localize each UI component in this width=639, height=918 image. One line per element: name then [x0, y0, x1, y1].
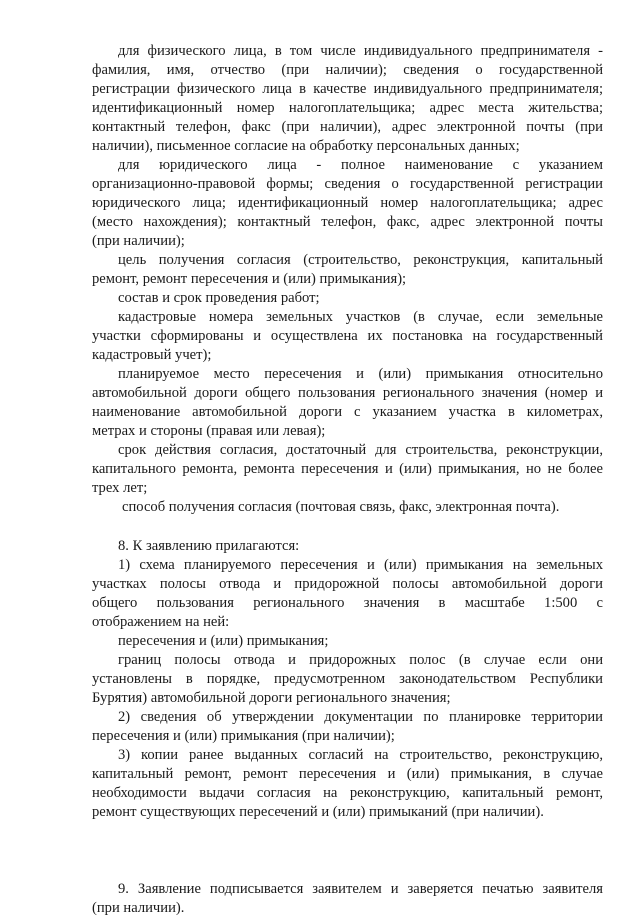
text-line: автомобильной дороги общего пользования регионального значения (номер и: [92, 385, 603, 401]
text-line: идентификационный номер налогоплательщика; адрес места жительства;: [92, 100, 603, 116]
text-line: границ полосы отвода и придорожных полос (в случае если они: [118, 652, 603, 668]
text-line: для физического лица, в том числе индивидуального предпринимателя -: [118, 43, 603, 59]
section-8-item-2: [92, 708, 603, 746]
section-9: [92, 880, 603, 918]
paragraph-legal-entity: [92, 156, 603, 251]
text-line: ремонт существующих пересечений и (или) примыканий (при наличии).: [92, 804, 544, 820]
text-line: участки сформированы и осуществлена их постановка на государственный: [92, 328, 603, 344]
text-line: планируемое место пересечения и (или) примыкания относительно: [118, 366, 603, 382]
text-line: 2) сведения об утверждении документации по планировке территории: [118, 709, 603, 725]
section-8-item-3: [92, 746, 603, 822]
section-8-item-1a: пересечения и (или) примыкания;: [118, 633, 329, 649]
text-line: 1) схема планируемого пересечения и (или) примыкания на земельных: [118, 557, 603, 573]
paragraph-cadastral: [92, 308, 603, 365]
text-line: отображением на ней:: [92, 614, 230, 630]
text-line: контактный телефон, факс (при наличии), адрес электронной почты (при: [92, 119, 603, 135]
text-line: участках полосы отвода и придорожной полосы автомобильной дороги: [92, 576, 603, 592]
text-line: (место нахождения); контактный телефон, факс, адрес электронной почты: [92, 214, 603, 230]
text-line: фамилия, имя, отчество (при наличии); сведения о государственной: [92, 62, 603, 78]
paragraph-scope: состав и срок проведения работ;: [118, 290, 320, 306]
text-line: (при наличии);: [92, 233, 185, 249]
text-line: установлены в порядке, предусмотренном законодательством Республики: [92, 671, 603, 687]
text-line: метрах и стороны (правая или левая);: [92, 423, 326, 439]
text-line: кадастровый учет);: [92, 347, 212, 363]
text-line: наличии), письменное согласие на обработку персональных данных;: [92, 138, 520, 154]
section-8-item-1: [92, 556, 603, 632]
text-line: пересечения и (или) примыкания (при наличии);: [92, 728, 395, 744]
text-line: для юридического лица - полное наименование с указанием: [118, 157, 603, 173]
text-line: цель получения согласия (строительство, реконструкция, капитальный: [118, 252, 603, 268]
text-line: необходимости выдачи согласия на реконструкцию, капитальный ремонт,: [92, 785, 603, 801]
paragraph-purpose: [92, 251, 603, 289]
text-line: кадастровые номера земельных участков (в случае, если земельные: [118, 309, 603, 325]
text-line: 3) копии ранее выданных согласий на строительство, реконструкцию,: [118, 747, 603, 763]
section-8-heading: 8. К заявлению прилагаются:: [118, 538, 300, 554]
paragraph-physical-person: [92, 42, 603, 156]
text-line: ремонт, ремонт пересечения и (или) примыкания);: [92, 271, 407, 287]
text-line: срок действия согласия, достаточный для строительства, реконструкции,: [118, 442, 603, 458]
text-line: 9. Заявление подписывается заявителем и заверяется печатью заявителя: [118, 881, 603, 897]
text-line: (при наличии).: [92, 900, 185, 916]
text-line: регистрации физического лица в качестве индивидуального предпринимателя;: [92, 81, 603, 97]
text-line: Бурятия) автомобильной дороги регионального значения;: [92, 690, 451, 706]
text-line: юридического лица; идентификационный номер налогоплательщика; адрес: [92, 195, 603, 211]
text-line: трех лет;: [92, 480, 148, 496]
text-line: капитального ремонта, ремонта пересечения и (или) примыкания, но не более: [92, 461, 603, 477]
paragraph-location: [92, 365, 603, 441]
paragraph-receipt-method: способ получения согласия (почтовая связь, факс, электронная почта).: [122, 499, 560, 515]
paragraph-validity: [92, 441, 603, 498]
text-line: наименование автомобильной дороги с указанием участка в километрах,: [92, 404, 603, 420]
text-line: капитальный ремонт, ремонт пересечения и (или) примыкания, в случае: [92, 766, 603, 782]
text-line: общего пользования регионального значения в масштабе 1:500 с: [92, 595, 603, 611]
section-8-item-1b: [92, 651, 603, 708]
text-line: организационно-правовой формы; сведения о государственной регистрации: [92, 176, 603, 192]
